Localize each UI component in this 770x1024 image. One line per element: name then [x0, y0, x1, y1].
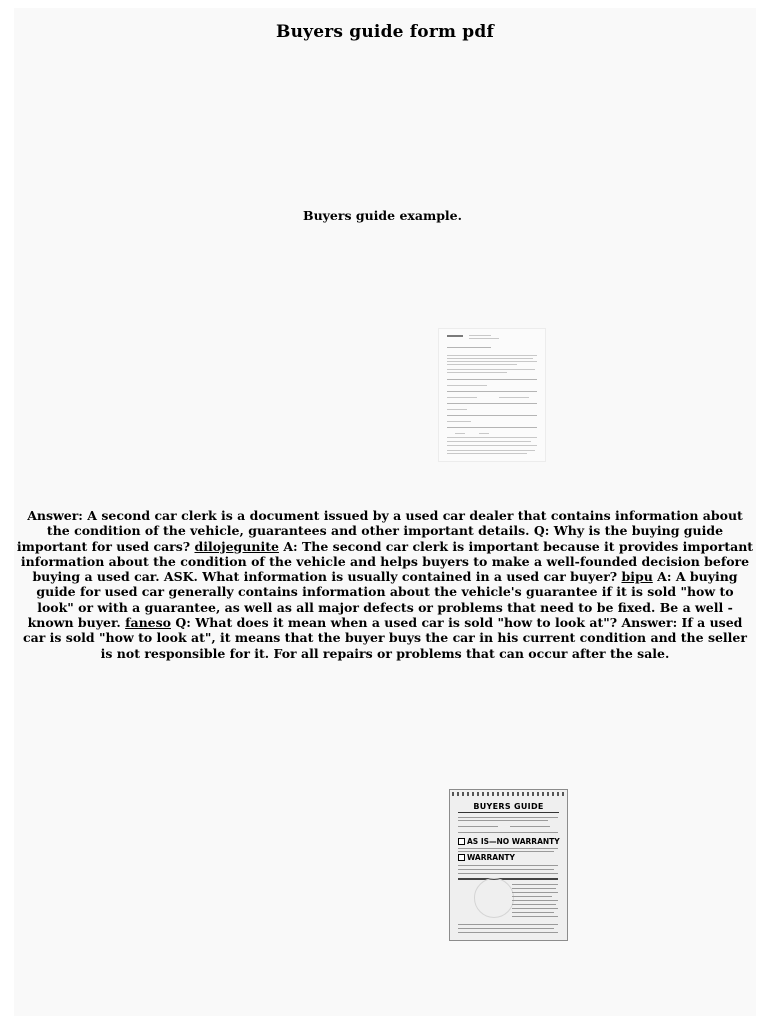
page-title: Buyers guide form pdf — [276, 22, 494, 42]
faq-text-1: Answer: A second car clerk is a document issued by a used car dealer that contains information about the condition of the vehicle, guarantees and other important details. Q: Why is the buying guide important for used cars? — [16, 508, 743, 554]
watermark-stamp — [474, 878, 514, 918]
warranty-option: WARRANTY — [458, 853, 515, 862]
guide-heading: BUYERS GUIDE — [473, 802, 544, 811]
inline-link-1[interactable]: dilojegunite — [194, 538, 279, 554]
as-is-option: AS IS—NO WARRANTY — [458, 837, 560, 846]
checkbox-icon — [458, 838, 465, 845]
inline-link-3[interactable]: faneso — [125, 615, 171, 631]
inline-link-2[interactable]: bipu — [621, 569, 653, 585]
checkbox-icon — [458, 854, 465, 861]
buyers-guide-form-thumbnail — [438, 328, 546, 462]
example-caption: Buyers guide example. — [303, 208, 462, 223]
faq-text-3: A: A buying guide for used car generally contains information about the vehicle's guarantee if it is sold "how to look" or with a guarantee, as well as all major defects or problems that need to be fixed. Be a well -known buyer. — [27, 569, 738, 631]
faq-text-4: Q: What does it mean when a used car is sold "how to look at"? Answer: If a used car is sold "how to look at", it means that the buyer buys the car in his current condition and the seller is not responsible for it. For all repairs or problems that can occur after the sale. — [23, 615, 747, 661]
perforation-strip — [452, 792, 565, 796]
faq-paragraph — [16, 508, 754, 661]
buyers-guide-sticker-image — [449, 789, 568, 941]
faq-text-2: A: The second car clerk is important because it provides important information about the condition of the vehicle and helps buyers to make a well-founded decision before buying a used car. ASK. What information is usually contained in a used car buyer? — [20, 538, 754, 585]
